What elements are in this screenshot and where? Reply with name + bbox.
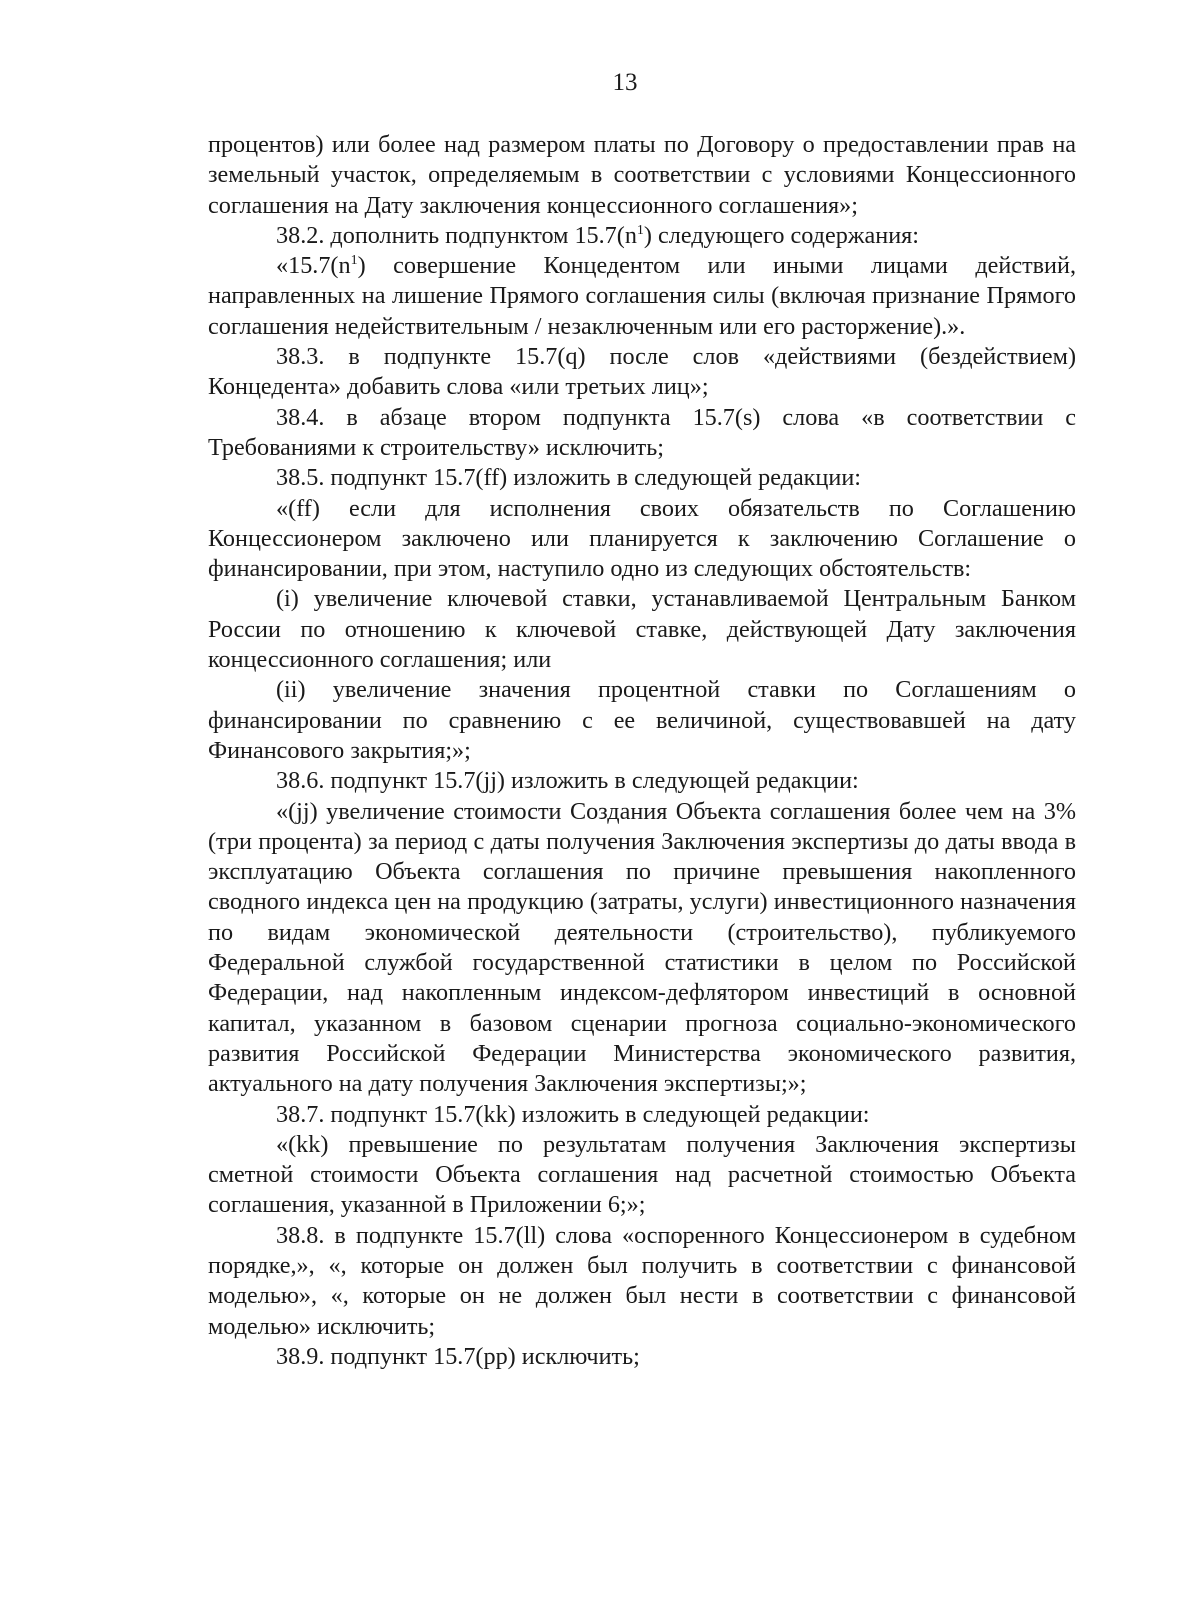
paragraph-38-9: 38.9. подпункт 15.7(pp) исключить; [276,1342,640,1370]
paragraph-38-3: 38.3. в подпункте 15.7(q) после слов «действиями (бездействием) Концедента» добавить слова «или третьих лиц»; [208,343,1076,401]
paragraph-15-7-n1 [208,251,1076,342]
paragraph-item-i: (i) увеличение ключевой ставки, устанавливаемой Центральным Банком России по отношению к ключевой ставке, действующей Дату заключения концессионного соглашения; или [208,585,1076,674]
paragraph-38-2 [208,221,1076,251]
paragraph-text: ) следующего содержания: [643,221,919,249]
paragraph-text: ) совершение Концедентом или иными лицами действий, направленных на лишение Прямого соглашения силы (включая признание Прямого соглашения недействительным / незаключенным или его расторжение).». [208,252,1076,340]
paragraph-38-5: 38.5. подпункт 15.7(ff) изложить в следующей редакции: [276,464,861,492]
paragraph-text: 38.2. дополнить подпунктом 15.7(n [276,221,637,249]
paragraph-text: «15.7(n [276,252,351,280]
paragraph-item-ii: (ii) увеличение значения процентной ставки по Соглашениям о финансировании по сравнению с ее величиной, существовавшей на дату Финансового закрытия;»; [208,676,1076,764]
paragraph-15-7-kk: «(kk) превышение по результатам получения Заключения экспертизы сметной стоимости Объекта соглашения над расчетной стоимостью Объекта соглашения, указанной в Приложении 6;»; [208,1130,1076,1219]
superscript: 1 [350,253,358,269]
page-number: 13 [612,69,638,96]
paragraph-15-7-jj: «(jj) увеличение стоимости Создания Объекта соглашения более чем на 3% (три процента) за период с даты получения Заключения экспертизы до даты ввода в эксплуатацию Объекта соглашения по причине превышения накопленного сводного индекса цен на продукцию (затраты, услуги) инвестиционного назначения по видам экономической деятельности (строительство), публикуемого Федеральной службой государственной статистики в целом по Российской Федерации, над накопленным индексом-дефлятором инвестиций в основной капитал, указанном в базовом сценарии прогноза социально-экономического развития Российской Федерации Министерства экономического развития, актуального на дату получения Заключения экспертизы;»; [208,797,1076,1098]
paragraph-38-8: 38.8. в подпункте 15.7(ll) слова «оспоренного Концессионером в судебном порядке,», «, которые он должен был получить в соответствии с финансовой моделью», «, которые он не должен был нести в соответствии с финансовой моделью» исключить; [208,1221,1076,1340]
paragraph-38-6: 38.6. подпункт 15.7(jj) изложить в следующей редакции: [276,767,859,795]
document-body [208,130,1076,1372]
paragraph-15-7-ff: «(ff) если для исполнения своих обязательств по Соглашению Концессионером заключено или планируется к заключению Соглашение о финансировании, при этом, наступило одно из следующих обстоятельств: [208,494,1076,583]
paragraph-38-7: 38.7. подпункт 15.7(kk) изложить в следующей редакции: [276,1100,870,1128]
superscript: 1 [636,222,644,238]
paragraph-continuation: процентов) или более над размером платы по Договору о предоставлении прав на земельный участок, определяемым в соответствии с условиями Концессионного соглашения на Дату заключения концессионного соглашения»; [208,131,1076,219]
paragraph-38-4: 38.4. в абзаце втором подпункта 15.7(s) слова «в соответствии с Требованиями к строительству» исключить; [208,403,1076,461]
